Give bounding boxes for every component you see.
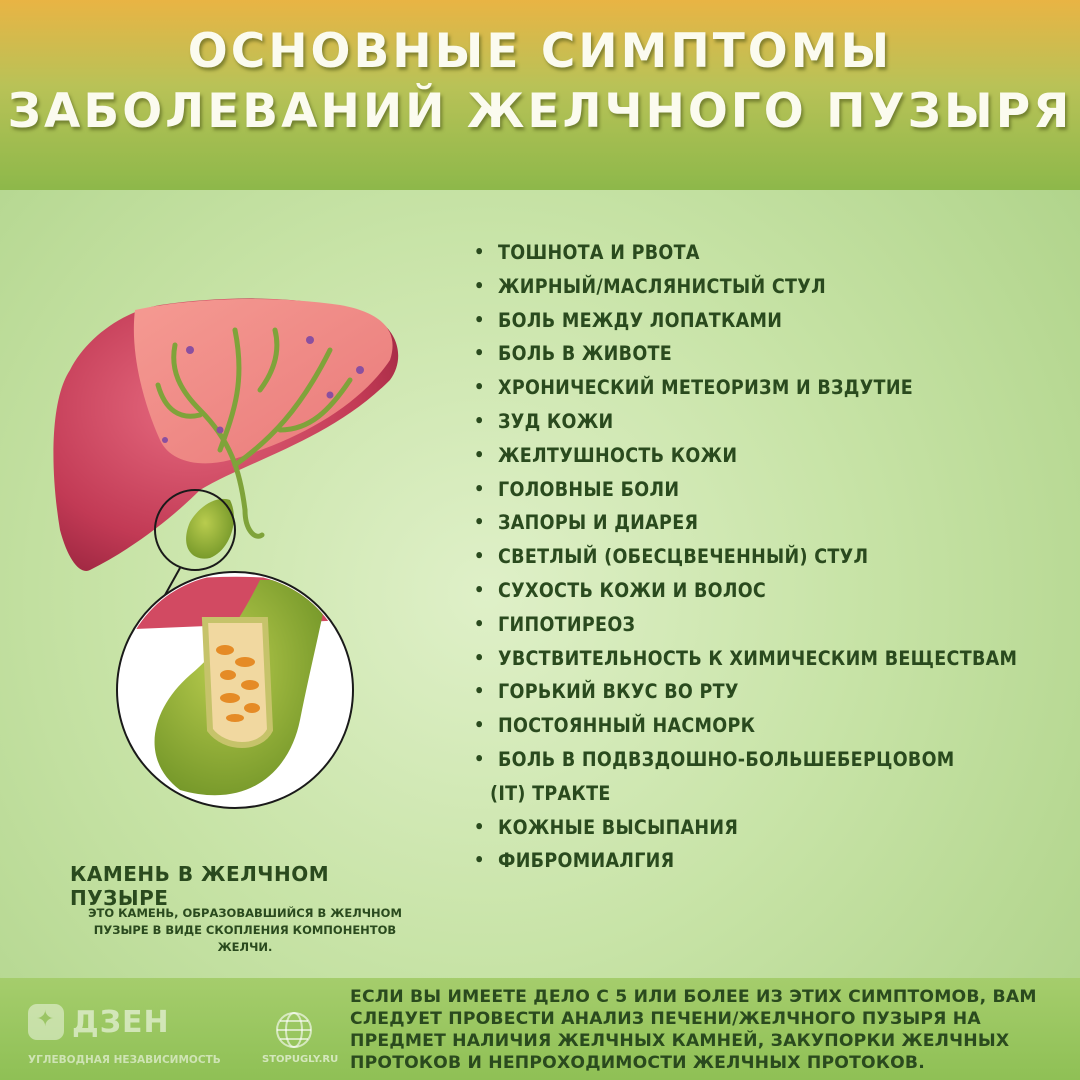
header-banner (0, 0, 1080, 190)
bullet: • (474, 309, 485, 331)
list-item: • УВСТВИТЕЛЬНОСТЬ К ХИМИЧЕСКИМ ВЕЩЕСТВАМ (470, 642, 1070, 676)
bullet: • (474, 613, 485, 635)
stone-caption-title: КАМЕНЬ В ЖЕЛЧНОМ ПУЗЫРЕ (70, 862, 330, 910)
bullet: • (474, 816, 485, 838)
dzen-channel: УГЛЕВОДНАЯ НЕЗАВИСИМОСТЬ (28, 1054, 221, 1066)
list-item: • ПОСТОЯННЫЙ НАСМОРК (470, 709, 1070, 743)
bullet: • (474, 343, 485, 365)
dzen-name: ДЗЕН (72, 1004, 170, 1040)
page-title-line2: ЗАБОЛЕВАНИЙ ЖЕЛЧНОГО ПУЗЫРЯ (7, 84, 1073, 139)
bullet: • (474, 647, 485, 669)
list-item: • ФИБРОМИАЛГИЯ (470, 844, 1070, 878)
list-item: • ЖЕЛТУШНОСТЬ КОЖИ (470, 439, 1070, 473)
stone-caption-description: ЭТО КАМЕНЬ, ОБРАЗОВАВШИЙСЯ В ЖЕЛЧНОМ ПУЗЫРЕ В ВИДЕ СКОПЛЕНИЯ КОМПОНЕНТОВ ЖЕЛЧИ. (88, 906, 402, 954)
bullet: • (474, 579, 485, 601)
bullet: • (474, 410, 485, 432)
list-item: • ГИПОТИРЕОЗ (470, 608, 1070, 642)
bullet: • (474, 377, 485, 399)
symptom-list (470, 236, 1070, 878)
list-item: • ЗУД КОЖИ (470, 405, 1070, 439)
site-url: STOPUGLY.RU (262, 1054, 339, 1065)
bullet: • (474, 444, 485, 466)
bullet: • (474, 478, 485, 500)
dzen-logo (28, 1004, 170, 1040)
list-item: • БОЛЬ В ЖИВОТЕ (470, 337, 1070, 371)
globe-icon (274, 1010, 314, 1050)
list-item: • ТОШНОТА И РВОТА (470, 236, 1070, 270)
list-item: • КОЖНЫЕ ВЫСЫПАНИЯ (470, 811, 1070, 845)
page-title-line1: ОСНОВНЫЕ СИМПТОМЫ (187, 24, 893, 79)
bullet: • (474, 748, 485, 770)
list-item: • ЗАПОРЫ И ДИАРЕЯ (470, 506, 1070, 540)
bullet: • (474, 546, 485, 568)
list-item: • БОЛЬ В ПОДВЗДОШНО-БОЛЬШЕБЕРЦОВОМ (470, 743, 1070, 777)
list-item: • СВЕТЛЫЙ (ОБЕСЦВЕЧЕННЫЙ) СТУЛ (470, 540, 1070, 574)
liver-illustration (30, 290, 430, 810)
list-item-continuation: (IT) ТРАКТЕ (490, 781, 611, 805)
list-item: • СУХОСТЬ КОЖИ И ВОЛОС (470, 574, 1070, 608)
bullet: • (474, 715, 485, 737)
bullet: • (474, 512, 485, 534)
dzen-logo-icon (28, 1004, 64, 1040)
list-item: • ХРОНИЧЕСКИЙ МЕТЕОРИЗМ И ВЗДУТИЕ (470, 371, 1070, 405)
bullet: • (474, 681, 485, 703)
footer-banner (0, 978, 1080, 1080)
bullet: • (474, 275, 485, 297)
footer-advice: ЕСЛИ ВЫ ИМЕЕТЕ ДЕЛО С 5 ИЛИ БОЛЕЕ ИЗ ЭТИХ СИМПТОМОВ, ВАМ СЛЕДУЕТ ПРОВЕСТИ АНАЛИЗ ПЕЧЕНИ/ЖЕЛЧНОГО ПУЗЫРЯ НА ПРЕДМЕТ НАЛИЧИЯ ЖЕЛЧНЫХ КАМНЕЙ, ЗАКУПОРКИ ЖЕЛЧНЫХ ПРОТОКОВ И НЕПРОХОДИМОСТИ ЖЕЛЧНЫХ ПРОТОКОВ. (350, 987, 1037, 1073)
list-item: • ЖИРНЫЙ/МАСЛЯНИСТЫЙ СТУЛ (470, 270, 1070, 304)
list-item: • ГОРЬКИЙ ВКУС ВО РТУ (470, 675, 1070, 709)
bullet: • (474, 850, 485, 872)
bullet: • (474, 242, 485, 263)
list-item: • БОЛЬ МЕЖДУ ЛОПАТКАМИ (470, 304, 1070, 338)
list-item: • ГОЛОВНЫЕ БОЛИ (470, 473, 1070, 507)
